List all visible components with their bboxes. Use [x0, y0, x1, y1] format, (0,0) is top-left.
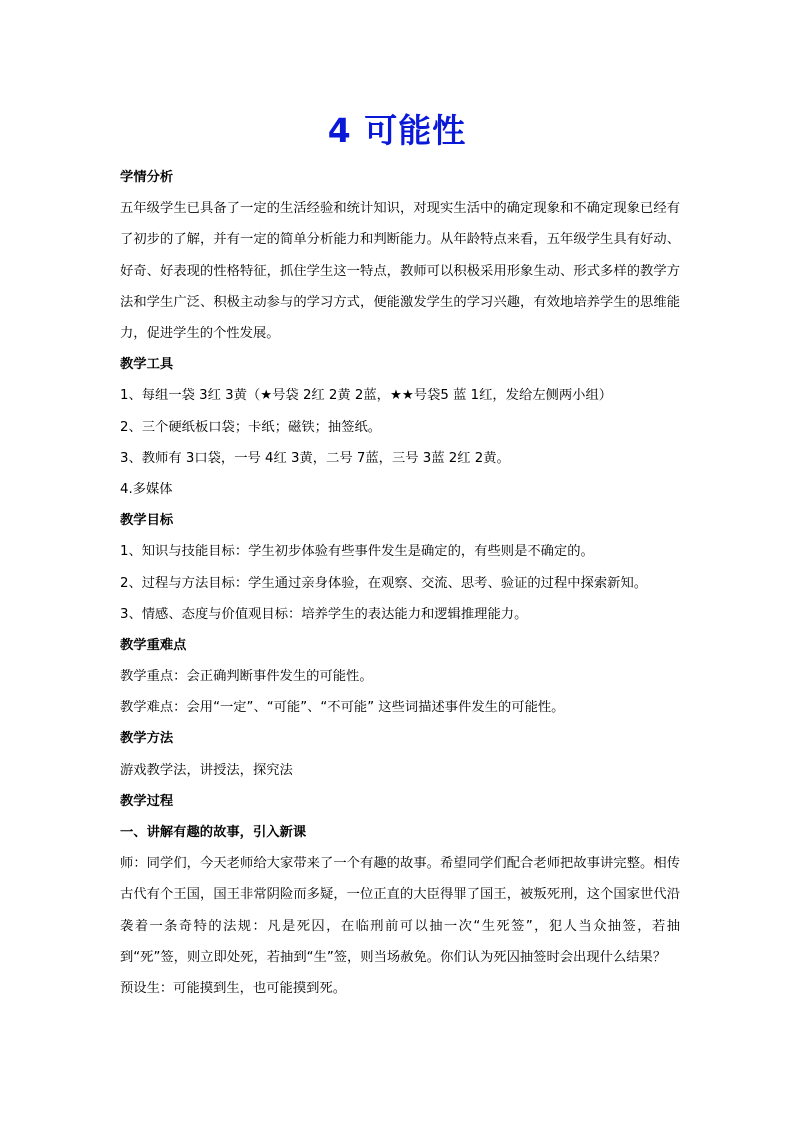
paragraph-xueqing: 五年级学生已具备了一定的生活经验和统计知识，对现实生活中的确定现象和不确定现象已经有了初步的了解，并有一定的简单分析能力和判断能力。从年龄特点来看，五年级学生具有好动、好奇、好表现的性格特征，抓住学生这一特点，教师可以积极采用形象生动、形式多样的教学方法和学生广泛、积极主动参与的学习方式，便能激发学生的学习兴趣，有效地培养学生的思维能力，促进学生的个性发展。: [120, 201, 680, 341]
section-heading-guocheng: 教学过程: [120, 793, 174, 809]
list-item-gongju-1: 1、每组一袋 3红 3黄（★号袋 2红 2黄 2蓝，★★号袋5 蓝 1红，发给左侧两小组）: [120, 388, 613, 404]
paragraph-guocheng-preset: 预设生：可能摸到生，也可能摸到死。: [120, 981, 347, 997]
list-item-mubiao-2: 2、过程与方法目标：学生通过亲身体验，在观察、交流、思考、验证的过程中探索新知。: [120, 575, 648, 591]
section-heading-fangfa: 教学方法: [120, 731, 174, 747]
section-heading-zhongnandian: 教学重难点: [120, 637, 187, 653]
subsection-heading-guocheng-1: 一、讲解有趣的故事，引入新课: [120, 825, 307, 841]
section-heading-gongju: 教学工具: [120, 357, 174, 373]
list-item-gongju-3: 3、教师有 3口袋，一号 4红 3黄，二号 7蓝，三号 3蓝 2红 2黄。: [120, 450, 510, 466]
paragraph-fangfa: 游戏教学法，讲授法，探究法: [120, 762, 293, 778]
list-item-nandian: 教学难点：会用“一定”、“可能”、“不可能” 这些词描述事件发生的可能性。: [120, 700, 565, 716]
document-body: [120, 162, 680, 1004]
page-title: 4 可能性: [327, 111, 467, 150]
paragraph-guocheng-story: 师：同学们，今天老师给大家带来了一个有趣的故事。希望同学们配合老师把故事讲完整。相传古代有个王国，国王非常阴险而多疑，一位正直的大臣得罪了国王，被叛死刑，这个国家世代沿袭着一条奇特的法规：凡是死囚，在临刑前可以抽一次“生死签”，犯人当众抽签，若抽到“死”签，则立即处死，若抽到“生”签，则当场赦免。你们认为死囚抽签时会出现什么结果？: [120, 856, 680, 965]
list-item-gongju-2: 2、三个硬纸板口袋；卡纸；磁铁；抽签纸。: [120, 419, 382, 435]
list-item-zhongdian: 教学重点：会正确判断事件发生的可能性。: [120, 669, 373, 685]
list-item-mubiao-1: 1、知识与技能目标：学生初步体验有些事件发生是确定的，有些则是不确定的。: [120, 544, 594, 560]
list-item-gongju-4: 4.多媒体: [120, 481, 173, 497]
section-heading-xueqing: 学情分析: [120, 170, 174, 185]
section-heading-mubiao: 教学目标: [120, 513, 174, 529]
list-item-mubiao-3: 3、情感、态度与价值观目标：培养学生的表达能力和逻辑推理能力。: [120, 606, 528, 622]
